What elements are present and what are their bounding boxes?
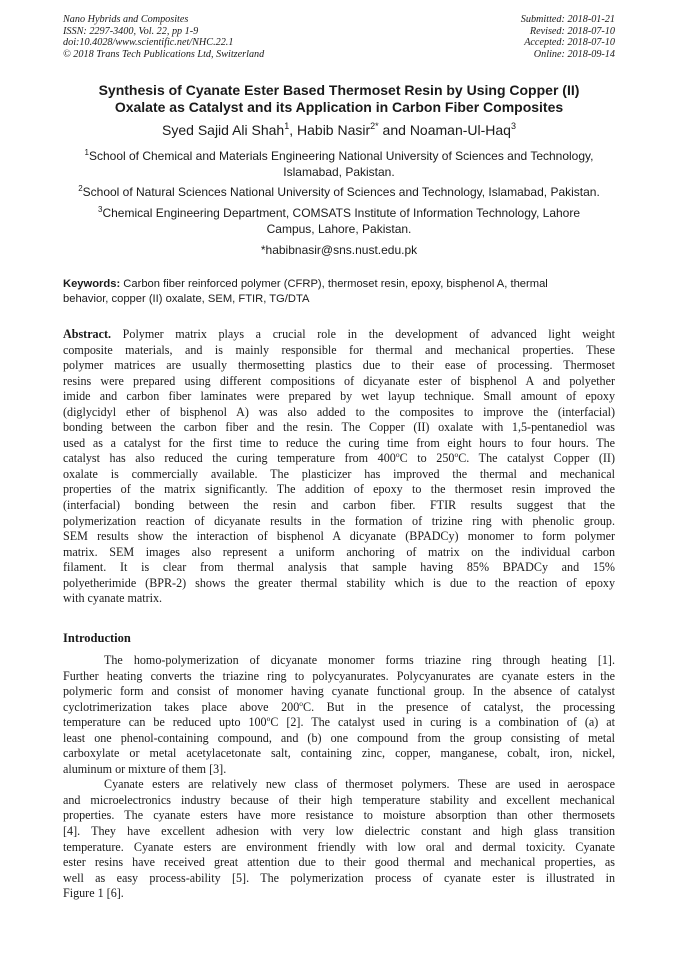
abstract-line: SEM results show the interaction of bisphenol A dicyanate (BPADCy) monomer to form polymer bbox=[63, 529, 615, 544]
accepted-date: Accepted: 2018-07-10 bbox=[524, 37, 615, 49]
author-separator: and bbox=[378, 122, 410, 138]
copyright: © 2018 Trans Tech Publications Ltd, Switzerland bbox=[63, 49, 265, 61]
affiliation-mark: 3 bbox=[97, 205, 103, 214]
abstract-line: bonding between the carbon fiber and the resin. The Copper (II) oxalate with 1,5-pentanediol was bbox=[63, 420, 615, 435]
author-affiliation-mark: 1 bbox=[284, 121, 290, 131]
degree-mark: o bbox=[454, 451, 459, 460]
affiliation-2 bbox=[40, 185, 638, 201]
issn-volume: ISSN: 2297-3400, Vol. 22, pp 1-9 bbox=[63, 25, 199, 37]
abstract-line: (interfacial) bonding between the resin and carbon fiber. FTIR results suggest that the bbox=[63, 498, 615, 513]
journal-info bbox=[63, 14, 264, 61]
abstract-line: filament. It is clear from thermal analysis that sample having 85% BPADCy and 15% bbox=[63, 560, 615, 575]
abstract-line: Polymer matrix plays a crucial role in the development of advanced light weight bbox=[111, 327, 615, 341]
intro-line: ester resins have received great attention due to their good thermal and mechanical properties, as bbox=[63, 855, 615, 870]
intro-line: and microelectronics industry because of their high temperature stability and excellent mechanical bbox=[63, 792, 615, 807]
keywords bbox=[63, 277, 615, 306]
text-run: C. But in the presence of catalyst, the processing bbox=[303, 699, 615, 714]
revised-date: Revised: 2018-07-10 bbox=[529, 25, 615, 37]
intro-line: least one phenol-containing compound, and (b) one compound from the group consisting of metal bbox=[63, 730, 615, 745]
intro-line: properties. The cyanate esters have more resistance to moisture absorption than other thermosets bbox=[63, 808, 615, 823]
intro-line: Cyanate esters are relatively new class of thermoset polymers. These are used in aerospace bbox=[104, 777, 615, 792]
intro-line: temperature. Cyanate esters are environment friendly with low oral and dermal toxicity. Cyanate bbox=[63, 839, 615, 854]
doi: doi:10.4028/www.scientific.net/NHC.22.1 bbox=[63, 37, 234, 49]
abstract-line: composite materials, and is mainly responsible for thermal and mechanical properties. These bbox=[63, 342, 615, 357]
affiliation-text: Islamabad, Pakistan. bbox=[283, 164, 395, 179]
author-affiliation-mark: 3 bbox=[510, 121, 516, 131]
intro-line: Further heating converts the triazine ring to polycyanurates. Polycyanurates are cyanate esters in the bbox=[63, 668, 615, 683]
author-separator: , bbox=[289, 122, 298, 138]
intro-line: aluminum or mixture of them [3]. bbox=[63, 761, 227, 776]
affiliation-mark: 2 bbox=[78, 184, 83, 193]
affiliation-text: School of Natural Sciences National University of Sciences and Technology, Islamabad, Pakistan. bbox=[82, 185, 600, 199]
abstract-line: with cyanate matrix. bbox=[63, 591, 163, 606]
text-run: temperature can be reduced upto 100 bbox=[63, 715, 267, 730]
affiliation-text: Chemical Engineering Department, COMSATS Institute of Information Technology, Lahore bbox=[102, 206, 581, 220]
author-name: Syed Sajid Ali Shah bbox=[162, 122, 285, 138]
online-date: Online: 2018-09-14 bbox=[533, 49, 615, 61]
abstract-line: used as a catalyst for the first time to reduce the curing time from eight hours to four hours. The bbox=[63, 435, 615, 450]
abstract-line: resins were prepared using different compositions of dicyanate ester of bisphenol A and polyether bbox=[63, 373, 615, 388]
title-line: Synthesis of Cyanate Ester Based Thermoset Resin by Using Copper (II) bbox=[98, 82, 580, 98]
intro-line: well as easy process-ability [5]. The polymerization process of cyanate ester is illustrated in bbox=[63, 870, 615, 885]
degree-mark: o bbox=[299, 699, 303, 708]
keywords-label: Keywords: bbox=[63, 278, 121, 290]
author-name: Noaman-Ul-Haq bbox=[409, 122, 511, 138]
affiliation-3 bbox=[40, 206, 638, 237]
text-run: cyclotrimerization takes place above 200 bbox=[63, 699, 300, 714]
text-run: catalyst has also reduced the curing temperature from 400 bbox=[63, 451, 396, 466]
intro-line: The homo-polymerization of dicyanate monomer forms triazine ring through heating [1]. bbox=[104, 653, 615, 667]
text-run: C [2]. The catalyst used in curing is a combination of (a) at bbox=[270, 715, 615, 730]
intro-line: polymeric form and consist of monomer having cyanate functional group. In the absence of catalyst bbox=[63, 684, 615, 699]
title-line: Oxalate as Catalyst and its Application in Carbon Fiber Composites bbox=[114, 99, 564, 115]
intro-line: carboxylate or metal acetylacetonate salt, containing zinc, copper, manganese, cobalt, iron, nickel, bbox=[63, 746, 615, 761]
abstract-line: oxalate is commercially available. The plasticizer has improved the thermal and mechanical bbox=[63, 466, 615, 481]
keywords-text: behavior, copper (II) oxalate, SEM, FTIR, TG/DTA bbox=[63, 292, 310, 305]
affiliation-text: Campus, Lahore, Pakistan. bbox=[266, 221, 412, 236]
abstract-line: matrix. SEM images also represent a uniform anchoring of matrix on the individual carbon bbox=[63, 544, 615, 559]
author-affiliation-mark: 2* bbox=[370, 121, 379, 131]
abstract-line: properties of the matrix significantly. The addition of epoxy to the thermoset resin improved the bbox=[63, 482, 615, 497]
intro-line bbox=[63, 715, 615, 731]
email-text: *habibnasir@sns.nust.edu.pk bbox=[260, 243, 418, 257]
abstract-line: imide and carbon fiber laminates were prepared by wet layup technique. Small amount of epoxy bbox=[63, 389, 615, 404]
affiliation-mark: 1 bbox=[84, 148, 89, 157]
abstract-line: polymerization reaction of dicyanate results in the formation of trizine ring with phenolic group. bbox=[63, 513, 615, 528]
intro-line: Figure 1 [6]. bbox=[63, 886, 124, 901]
journal-name: Nano Hybrids and Composites bbox=[63, 14, 189, 25]
keywords-text: Carbon fiber reinforced polymer (CFRP), thermoset resin, epoxy, bisphenol A, thermal bbox=[120, 278, 548, 290]
abstract-label: Abstract. bbox=[63, 327, 112, 341]
abstract bbox=[63, 327, 615, 607]
introduction-body bbox=[63, 653, 615, 902]
intro-line: [4]. They have excellent adhesion with very low dielectric constant and high glass transition bbox=[63, 824, 615, 839]
submitted-date: Submitted: 2018-01-21 bbox=[520, 14, 615, 25]
author-list bbox=[40, 122, 638, 139]
paper-title bbox=[40, 82, 638, 116]
section-heading-introduction: Introduction bbox=[63, 631, 131, 645]
abstract-line: (diglycidyl ether of bisphenol A) was also added to the composites to improve the (interfacial) bbox=[63, 404, 615, 419]
text-run: C to 250 bbox=[399, 451, 455, 466]
affiliation-text: School of Chemical and Materials Engineering National University of Sciences and Technology, bbox=[88, 149, 594, 163]
affiliation-1 bbox=[40, 149, 638, 180]
abstract-line: polymer matrices are usually thermosetting plastics due to their ease of processing. Thermoset bbox=[63, 358, 615, 373]
abstract-line bbox=[63, 451, 615, 467]
submission-dates bbox=[521, 14, 615, 61]
author-name: Habib Nasir bbox=[297, 122, 371, 138]
degree-mark: o bbox=[395, 451, 400, 460]
corresponding-email bbox=[40, 243, 638, 259]
degree-mark: o bbox=[266, 715, 271, 724]
intro-line bbox=[63, 700, 615, 716]
text-run: C. The catalyst Copper (II) bbox=[458, 451, 615, 466]
abstract-line: polyetherimide (BPR-2) shows the greater thermal stability which is due to the reaction of epoxy bbox=[63, 575, 615, 590]
